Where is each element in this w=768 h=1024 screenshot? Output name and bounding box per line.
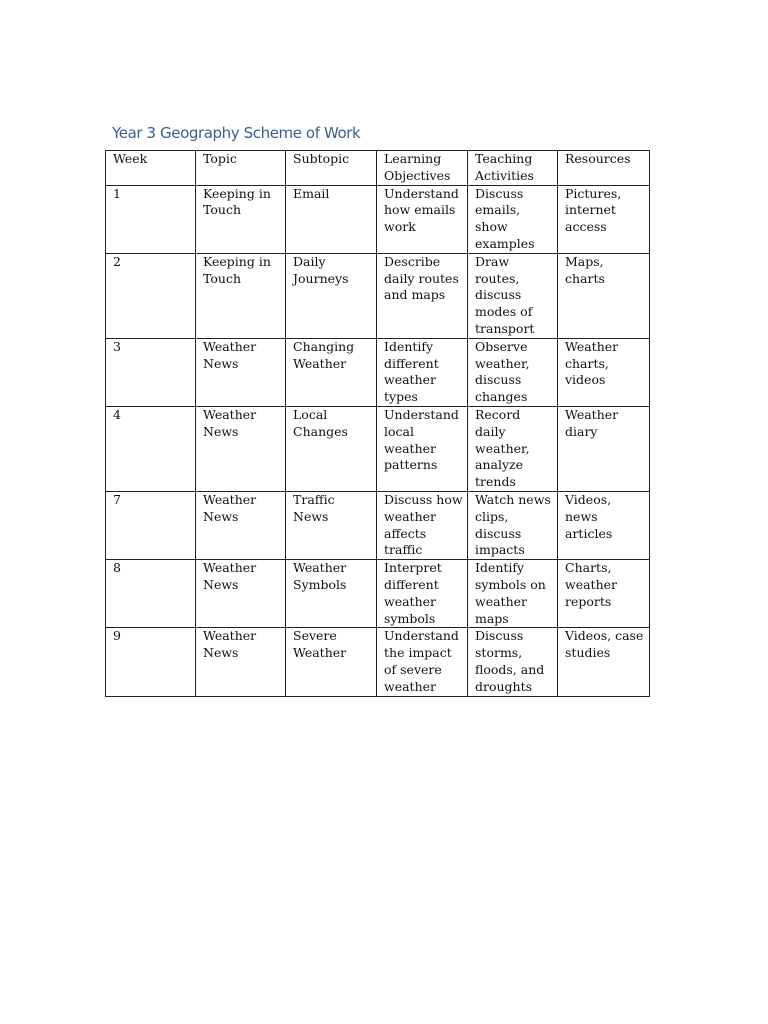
- column-header-week: Week: [106, 151, 196, 186]
- table-row: [106, 406, 650, 491]
- cell-subtopic: Email: [286, 185, 377, 253]
- column-header-resources: Resources: [558, 151, 650, 186]
- cell-learning-objectives: Interpret different weather symbols: [377, 560, 468, 628]
- cell-teaching-activities: Watch news clips, discuss impacts: [468, 491, 558, 559]
- cell-teaching-activities: Observe weather, discuss changes: [468, 338, 558, 406]
- cell-subtopic: Local Changes: [286, 406, 377, 491]
- table-row: [106, 338, 650, 406]
- cell-learning-objectives: Identify different weather types: [377, 338, 468, 406]
- cell-teaching-activities: Draw routes, discuss modes of transport: [468, 253, 558, 338]
- column-header-teaching-activities: Teaching Activities: [468, 151, 558, 186]
- scheme-of-work-table: [105, 150, 650, 697]
- table-row: [106, 491, 650, 559]
- cell-resources: Weather charts, videos: [558, 338, 650, 406]
- cell-week: 1: [106, 185, 196, 253]
- cell-week: 2: [106, 253, 196, 338]
- cell-teaching-activities: Identify symbols on weather maps: [468, 560, 558, 628]
- cell-topic: Weather News: [196, 628, 286, 696]
- cell-topic: Keeping in Touch: [196, 253, 286, 338]
- cell-learning-objectives: Describe daily routes and maps: [377, 253, 468, 338]
- cell-week: 9: [106, 628, 196, 696]
- cell-teaching-activities: Discuss storms, floods, and droughts: [468, 628, 558, 696]
- cell-resources: Maps, charts: [558, 253, 650, 338]
- cell-week: 3: [106, 338, 196, 406]
- cell-subtopic: Daily Journeys: [286, 253, 377, 338]
- cell-topic: Weather News: [196, 491, 286, 559]
- cell-topic: Weather News: [196, 406, 286, 491]
- column-header-subtopic: Subtopic: [286, 151, 377, 186]
- cell-resources: Videos, news articles: [558, 491, 650, 559]
- cell-resources: Pictures, internet access: [558, 185, 650, 253]
- table-header-row: [106, 151, 650, 186]
- cell-week: 8: [106, 560, 196, 628]
- cell-topic: Weather News: [196, 560, 286, 628]
- table-row: [106, 560, 650, 628]
- column-header-topic: Topic: [196, 151, 286, 186]
- cell-week: 4: [106, 406, 196, 491]
- cell-learning-objectives: Understand the impact of severe weather: [377, 628, 468, 696]
- table-row: [106, 628, 650, 696]
- cell-subtopic: Traffic News: [286, 491, 377, 559]
- cell-topic: Weather News: [196, 338, 286, 406]
- cell-topic: Keeping in Touch: [196, 185, 286, 253]
- cell-teaching-activities: Discuss emails, show examples: [468, 185, 558, 253]
- cell-resources: Videos, case studies: [558, 628, 650, 696]
- table-row: [106, 185, 650, 253]
- cell-learning-objectives: Understand how emails work: [377, 185, 468, 253]
- cell-learning-objectives: Understand local weather patterns: [377, 406, 468, 491]
- column-header-learning-objectives: Learning Objectives: [377, 151, 468, 186]
- cell-resources: Weather diary: [558, 406, 650, 491]
- page-title: Year 3 Geography Scheme of Work: [112, 124, 361, 142]
- cell-subtopic: Severe Weather: [286, 628, 377, 696]
- cell-resources: Charts, weather reports: [558, 560, 650, 628]
- cell-subtopic: Changing Weather: [286, 338, 377, 406]
- table-row: [106, 253, 650, 338]
- cell-teaching-activities: Record daily weather, analyze trends: [468, 406, 558, 491]
- cell-learning-objectives: Discuss how weather affects traffic: [377, 491, 468, 559]
- cell-week: 7: [106, 491, 196, 559]
- cell-subtopic: Weather Symbols: [286, 560, 377, 628]
